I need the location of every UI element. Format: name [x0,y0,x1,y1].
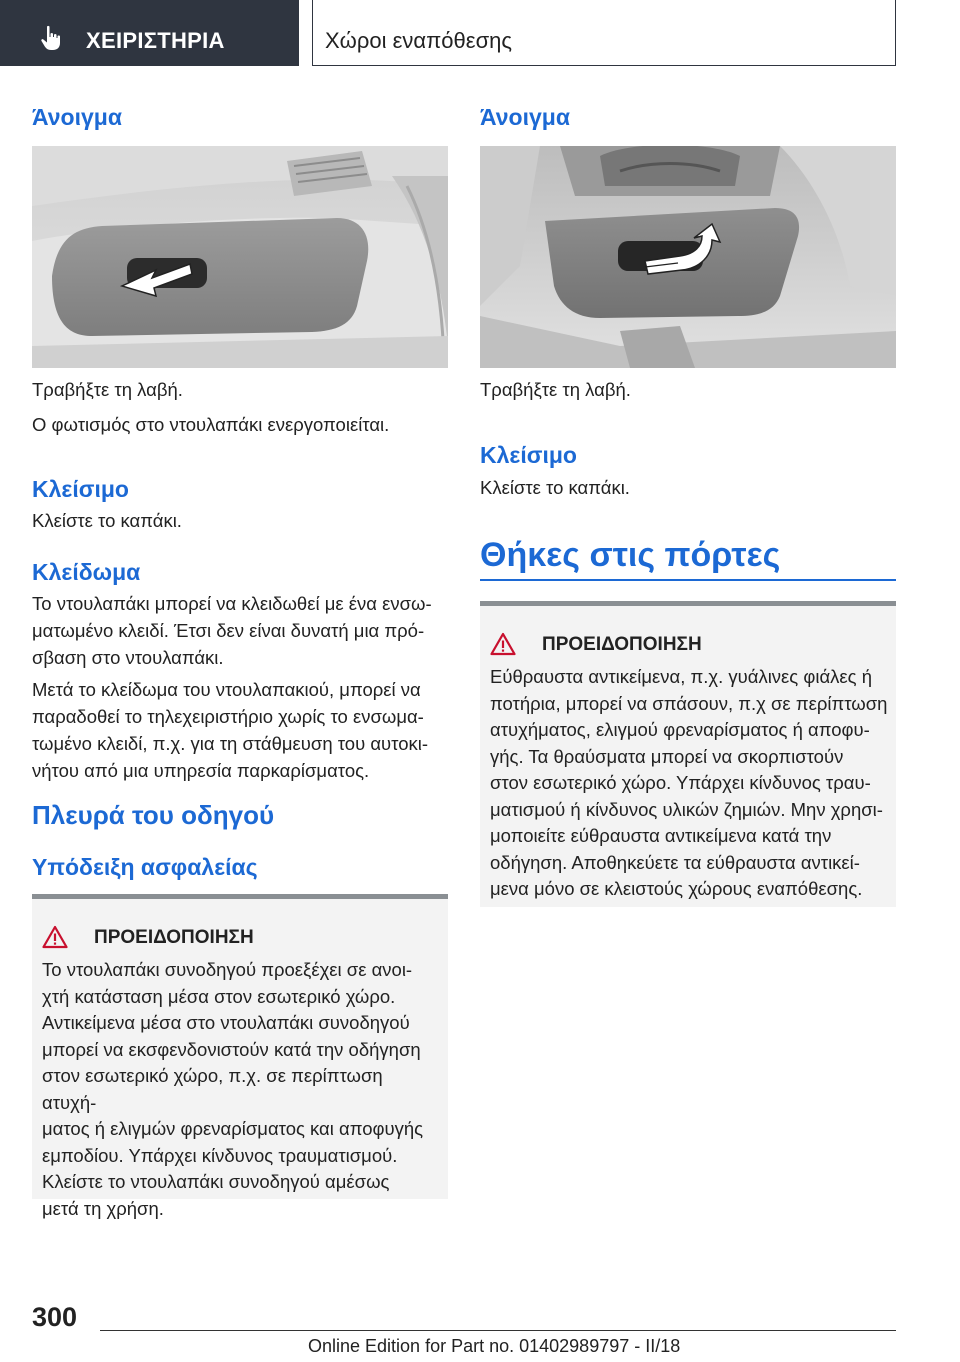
text-line: νήτου από μια υπηρεσία παρκαρίσματος. [32,760,370,781]
text-line: Το ντουλαπάκι συνοδηγού προεξέχει σε ανοι‐ [42,959,413,980]
text-line: Μετά το κλείδωμα του ντουλαπακιού, μπορεί να [32,679,421,700]
open-heading: Άνοιγμα [32,104,122,130]
chapter-tab[interactable] [0,0,299,66]
warning-title: ΠΡΟΕΙΔΟΠΟΙΗΣΗ [94,927,254,948]
text-line: ατυχήματος, ελιγμού φρεναρίσματος ή αποφυ‐ [490,719,870,740]
warning-title: ΠΡΟΕΙΔΟΠΟΙΗΣΗ [542,634,702,655]
text-line: εμποδίου. Υπάρχει κίνδυνος τραυματισμού. [42,1144,398,1166]
warning-body [42,957,442,1222]
open-instruction-right: Τραβήξτε τη λαβή. [480,379,631,400]
text-line: τωμένο κλειδί, π.χ. για τη στάθμευση του αυτοκι‐ [32,733,429,754]
text-line: γής. Τα θραύσματα μπορεί να σκορπιστούν [490,745,844,767]
text-line: οδήγηση. Αποθηκεύετε τα εύθραυστα αντικεί‐ [490,851,860,873]
warning-body [490,664,890,903]
text-line: ματισμού ή κίνδυνος υλικών ζημιών. Μην χρησι‐ [490,798,883,820]
page-number: 300 [32,1302,78,1332]
text-line: ματος ή ελιγμών φρεναρίσματος και αποφυγής [42,1118,424,1139]
text-line: στον εσωτερικό χώρο. Υπάρχει κίνδυνος τραυ‐ [490,772,871,793]
open-instruction: Τραβήξτε τη λαβή. [32,379,183,400]
text-line: ποτήρια, μπορεί να σπάσουν, π.χ σε περίπτωση [490,692,888,714]
text-line: μοποιείτε εύθραυστα αντικείμενα κατά την [490,825,832,846]
door-pockets-heading: Θήκες στις πόρτες [480,536,781,574]
close-instruction: Κλείστε το καπάκι. [32,510,182,531]
driver-compartment-open-photo [480,146,896,368]
close-instruction-right: Κλείστε το καπάκι. [480,477,630,498]
text-line: χτή κατάσταση μέσα στον εσωτερικό χώρο. [42,985,396,1007]
text-line: Κλείστε το ντουλαπάκι συνοδηγού αμέσως [42,1171,390,1192]
text-line: Το ντουλαπάκι μπορεί να κλειδωθεί με ένα ενσω‐ [32,593,432,614]
close-heading-right: Κλείσιμο [480,442,577,468]
lock-paragraph-2 [32,676,448,784]
section-header [312,0,896,66]
text-line: στον εσωτερικό χώρο, π.χ. σε περίπτωση ατυχή‐ [42,1065,383,1113]
driver-side-heading: Πλευρά του οδηγού [32,800,275,830]
text-line: σβαση στο ντουλαπάκι. [32,647,224,668]
footer-divider [100,1330,896,1331]
text-line: παραδοθεί το τηλεχειριστήριο χωρίς το ενσωμα‐ [32,706,424,727]
warning-triangle-icon [42,925,68,949]
text-line: Εύθραυστα αντικείμενα, π.χ. γυάλινες φιάλες ή [490,666,872,687]
hand-pointer-icon [38,24,66,52]
section-title: Χώροι εναπόθεσης [325,28,512,53]
chapter-tab-label: ΧΕΙΡΙΣΤΗΡΙΑ [86,28,225,53]
safety-heading: Υπόδειξη ασφαλείας [32,854,258,880]
close-heading: Κλείσιμο [32,476,129,502]
warning-box-door-pockets [480,601,896,907]
text-line: μετά τη χρήση. [42,1197,164,1219]
open-heading-right: Άνοιγμα [480,104,570,130]
text-line: Αντικείμενα μέσα στο ντουλαπάκι συνοδηγού [42,1012,410,1033]
heading-underline [480,579,896,581]
text-line: μενα μόνο σε κλειστούς χώρους εναπόθεσης. [490,878,863,899]
lock-heading: Κλείδωμα [32,559,141,585]
edition-note: Online Edition for Part no. 01402989797 - II/18 [308,1336,681,1356]
text-line: ματωμένο κλειδί. Έτσι δεν είναι δυνατή μια πρό‐ [32,620,425,641]
glovebox-open-photo [32,146,448,368]
warning-box-glovebox [32,894,448,1219]
light-note: Ο φωτισμός στο ντουλαπάκι ενεργοποιείται. [32,414,390,435]
text-line: μπορεί να εκσφενδονιστούν κατά την οδήγηση [42,1038,421,1060]
lock-paragraph-1 [32,590,448,671]
warning-triangle-icon [490,632,516,656]
